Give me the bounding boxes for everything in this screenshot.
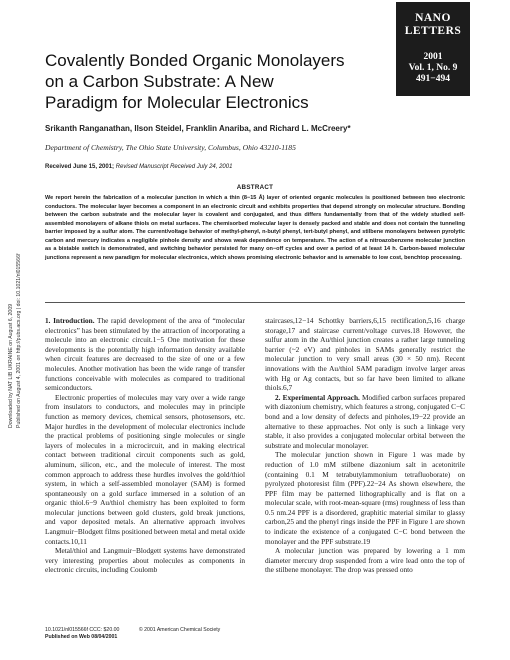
body-paragraph: Electronic properties of molecules may vary over a wide range from insulators to conductors, and molecules may in principle function as memory devices, chemical sensors, photosensors, etc. Major hurdles in the development of molecular electronics include the practical problems of positioning single molecules or single layers of molecules in a microcircuit, and in making electrical contact between traditional circuit components such as gold, aluminum, silicon, etc., and the molecule of interest. The most common approach to address these hurdles involves the gold/thiol system, in which a self-assembled monolayer (SAM) is formed spontaneously on a gold surface immersed in a solution of an organic thiol.6−9 Au/thiol chemistry has been exploited to form molecular junctions between gold clusters, gold break junctions, and vapor deposited metals. An alternative approach involves Langmuir−Blodgett films positioned between metal and metal oxide contacts.10,11	[45, 392, 245, 546]
footer-copyright: © 2001 American Chemical Society	[138, 627, 221, 633]
body-paragraph: The molecular junction shown in Figure 1 was made by reduction of 1.0 mM stilbene diazonium salt in acetonitrile (containing 0.1 M tetrabutylammonium tetrafluoborate) on pyrolyzed photoresist film (PPF).22−24 As shown elsewhere, the PPF film may be patterned lithographically and is flat on a molecular scale, with root-mean-square (rms) roughness of less than 0.5 nm.24 PPF is a disordered, graphitic material similar to glassy carbon,25 and the phenyl rings inside the PPF in Figure 1 are shown to indicate the existence of a conjugated C−C bond between the monolayer and the PPF substrate.19	[265, 450, 465, 546]
journal-year: 2001	[423, 52, 443, 62]
body-paragraph: A molecular junction was prepared by lowering a 1 mm diameter mercury drop suspended from a wire lead onto the top of the stilbene monolayer. The drop was pressed onto	[265, 546, 465, 575]
received-dates	[45, 164, 232, 170]
title-line-3: Paradigm for Molecular Electronics	[45, 93, 309, 112]
intro-text: The rapid development of the area of “molecular electronics” has been stimulated by the attraction of incorporating a molecule into an electronic circuit.1−5 One motivation for these developments is the potentially high information density available when circuit features are decreased to the size of one or a few molecules. Another motivation has been the wide range of transfer functions conceivable with molecules as compared to traditional semiconductors.	[45, 316, 245, 393]
body-column-left	[45, 316, 245, 575]
author-list: Srikanth Ranganathan, Ilson Steidel, Franklin Anariba, and Richard L. McCreery*	[45, 124, 351, 133]
journal-name-line-2: LETTERS	[404, 25, 462, 37]
section-heading-introduction: 1. Introduction.	[45, 316, 95, 325]
download-note-line-2: Published on August 4, 2001 on http://pubs.acs.org | doi: 10.1021/nl015566f	[16, 253, 22, 428]
journal-name-line-1: NANO	[415, 12, 451, 24]
page-footer	[45, 627, 220, 641]
download-note	[6, 228, 28, 428]
intro-paragraph	[45, 316, 245, 393]
journal-volume: Vol. 1, No. 9	[408, 63, 458, 73]
abstract-text: We report herein the fabrication of a molecular junction in which a thin (8−15 Å) layer of oriented organic molecules is positioned between two electronic conductors. The molecular layer becomes a component in an electronic circuit and exhibits properties that depend strongly on molecular structure. Bonding between the carbon substrate and the molecular layer is covalent and conjugated, and thus differs fundamentally from that of the widely studied self-assembled monolayers of alkane thiols on metal surfaces. The chemisorbed molecular layer is densely packed and stable and does not contain the tunneling barrier imposed by a sulfur atom. The current/voltage behavior of methyl-phenyl, n-butyl phenyl, tert-butyl phenyl, and stilbene monolayers between pyrolytic carbon and mercury indicates a negligible pinhole density and shows weak dependence on temperature. The action of a nitroazobenzene molecular junction as a bistable switch is demonstrated, and switching behavior persisted for many on−off cycles and over a period of at least 14 h. Carbon-based molecular junctions represent a new paradigm for molecular electronics, which shows promising electronic behavior and is amenable to low cost, benchtop processing.	[45, 195, 465, 261]
received-date: Received June 15, 2001;	[45, 164, 115, 170]
divider	[45, 302, 465, 303]
download-note-line-1: Downloaded by NAT LIB UKRAINE on August 6, 2009	[8, 303, 14, 428]
journal-badge	[396, 2, 470, 96]
body-paragraph: Metal/thiol and Langmuir−Blodgett systems have demonstrated very interesting properties about molecules as components in electronic circuits, including Coulomb	[45, 546, 245, 575]
footer-published: Published on Web 08/04/2001	[45, 634, 118, 640]
experimental-text: Modified carbon surfaces prepared with diazonium chemistry, which features a strong, conjugated C−C bond and a low density of defects and pinholes,19−22 provide an alternative to these approaches. Not only is such a linkage very stable, it also provides a conjugated molecular orbital between the substrate and molecular monolayer.	[265, 392, 465, 450]
journal-pages: 491−494	[416, 74, 450, 84]
body-column-right	[265, 316, 465, 575]
abstract-heading: ABSTRACT	[236, 184, 274, 191]
paper-title	[45, 50, 375, 113]
revised-date: Revised Manuscript Received July 24, 2001	[115, 164, 233, 170]
body-paragraph: staircases,12−14 Schottky barriers,6,15 rectification,5,16 charge storage,17 and staircase current/voltage curves.18 However, the sulfur atom in the Au/thiol junction creates a rather large tunneling barrier (~2 eV) and pinholes in SAMs generally restrict the molecular junction to very small areas (30 × 50 nm). Recent innovations with the Au/thiol SAM paradigm involve larger areas with Hg or Ag contacts, but so far have been limited to alkane thiols.6,7	[265, 316, 465, 393]
section-heading-experimental: 2. Experimental Approach.	[275, 392, 360, 402]
footer-doi: 10.1021/nl015566f CCC: $20.00	[45, 627, 120, 633]
affiliation: Department of Chemistry, The Ohio State University, Columbus, Ohio 43210-1185	[45, 143, 296, 152]
experimental-paragraph	[265, 393, 465, 451]
title-line-2: on a Carbon Substrate: A New	[45, 72, 274, 91]
title-line-1: Covalently Bonded Organic Monolayers	[45, 51, 345, 70]
